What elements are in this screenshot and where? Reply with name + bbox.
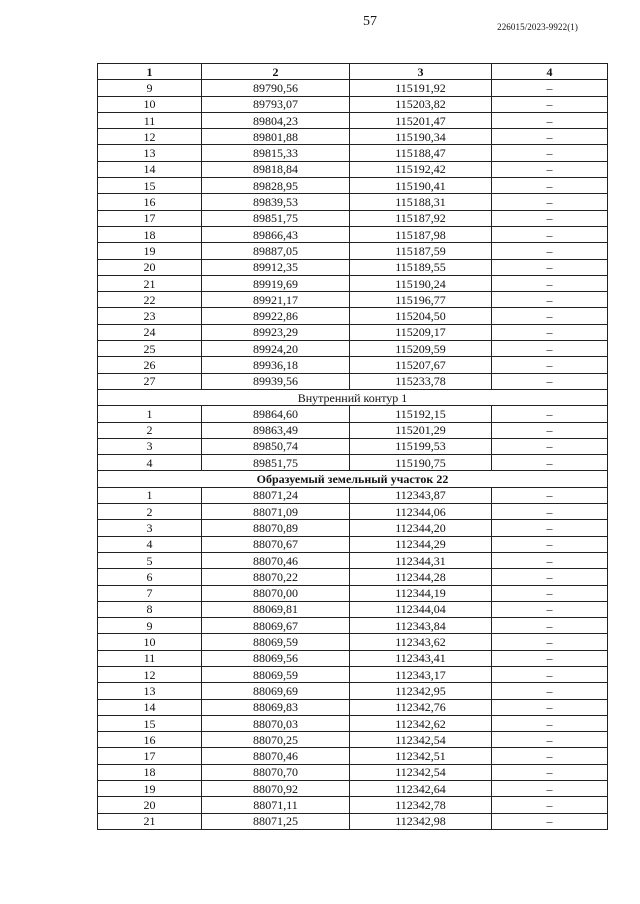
table-cell: 12 xyxy=(98,666,202,682)
table-cell: – xyxy=(492,813,608,829)
table-cell: 89790,56 xyxy=(202,80,350,96)
table-cell: 115190,34 xyxy=(350,129,492,145)
table-cell: 89801,88 xyxy=(202,129,350,145)
table-row xyxy=(98,715,608,731)
table-cell: 112344,28 xyxy=(350,569,492,585)
table-cell: – xyxy=(492,699,608,715)
table-cell: 89793,07 xyxy=(202,96,350,112)
table-cell: – xyxy=(492,569,608,585)
table-row xyxy=(98,178,608,194)
table-cell: 88070,89 xyxy=(202,520,350,536)
table-cell: 11 xyxy=(98,112,202,128)
table-cell: – xyxy=(492,243,608,259)
table-cell: 88070,67 xyxy=(202,536,350,552)
table-row xyxy=(98,569,608,585)
table-cell: 14 xyxy=(98,699,202,715)
table-cell: – xyxy=(492,422,608,438)
section-title: Внутренний контур 1 xyxy=(98,389,608,405)
table-row xyxy=(98,194,608,210)
table-cell: 15 xyxy=(98,178,202,194)
table-row xyxy=(98,161,608,177)
table-cell: 112343,62 xyxy=(350,634,492,650)
table-cell: 3 xyxy=(98,520,202,536)
table-cell: – xyxy=(492,194,608,210)
table-cell: – xyxy=(492,259,608,275)
table-cell: 4 xyxy=(98,536,202,552)
table-row xyxy=(98,226,608,242)
table-cell: 112343,17 xyxy=(350,666,492,682)
table-cell: 88069,56 xyxy=(202,650,350,666)
table-cell: 88070,03 xyxy=(202,715,350,731)
table-cell: 112344,06 xyxy=(350,504,492,520)
table-cell: 115209,59 xyxy=(350,341,492,357)
table-cell: 17 xyxy=(98,748,202,764)
table-cell: 88069,59 xyxy=(202,666,350,682)
table-cell: – xyxy=(492,666,608,682)
table-cell: 89887,05 xyxy=(202,243,350,259)
table-cell: 89839,53 xyxy=(202,194,350,210)
table-cell: 115201,47 xyxy=(350,112,492,128)
table-row xyxy=(98,536,608,552)
table-cell: – xyxy=(492,145,608,161)
table-row xyxy=(98,112,608,128)
table-cell: 112343,41 xyxy=(350,650,492,666)
table-cell: 88070,22 xyxy=(202,569,350,585)
table-row xyxy=(98,243,608,259)
table-cell: 88071,11 xyxy=(202,797,350,813)
table-cell: 21 xyxy=(98,813,202,829)
table-cell: – xyxy=(492,634,608,650)
table-cell: 88071,09 xyxy=(202,504,350,520)
table-row xyxy=(98,504,608,520)
table-cell: 9 xyxy=(98,618,202,634)
table-row xyxy=(98,80,608,96)
table-cell: 19 xyxy=(98,243,202,259)
table-cell: – xyxy=(492,308,608,324)
column-header: 1 xyxy=(98,64,202,80)
table-cell: 20 xyxy=(98,797,202,813)
table-cell: – xyxy=(492,112,608,128)
table-row xyxy=(98,308,608,324)
table-cell: – xyxy=(492,373,608,389)
table-cell: 89924,20 xyxy=(202,341,350,357)
table-cell: – xyxy=(492,748,608,764)
table-cell: 115199,53 xyxy=(350,438,492,454)
table-cell: 1 xyxy=(98,406,202,422)
table-cell: 20 xyxy=(98,259,202,275)
table-cell: 112344,19 xyxy=(350,585,492,601)
table-cell: 88070,46 xyxy=(202,748,350,764)
table-cell: 112344,31 xyxy=(350,552,492,568)
table-row xyxy=(98,487,608,503)
table-cell: 89912,35 xyxy=(202,259,350,275)
table-cell: – xyxy=(492,504,608,520)
table-cell: 115188,31 xyxy=(350,194,492,210)
table-row xyxy=(98,699,608,715)
table-cell: 89923,29 xyxy=(202,324,350,340)
table-cell: 5 xyxy=(98,552,202,568)
table-cell: 89851,75 xyxy=(202,210,350,226)
table-cell: 89866,43 xyxy=(202,226,350,242)
table-cell: 6 xyxy=(98,569,202,585)
table-cell: – xyxy=(492,781,608,797)
table-cell: 115190,24 xyxy=(350,275,492,291)
table-cell: – xyxy=(492,764,608,780)
table-cell: 88070,92 xyxy=(202,781,350,797)
table-cell: 88069,59 xyxy=(202,634,350,650)
table-cell: 12 xyxy=(98,129,202,145)
table-cell: 88070,00 xyxy=(202,585,350,601)
table-row xyxy=(98,683,608,699)
table-cell: 115204,50 xyxy=(350,308,492,324)
table-row xyxy=(98,406,608,422)
table-cell: 115189,55 xyxy=(350,259,492,275)
table-cell: – xyxy=(492,210,608,226)
table-cell: 112342,78 xyxy=(350,797,492,813)
table-row xyxy=(98,129,608,145)
table-cell: 88069,81 xyxy=(202,601,350,617)
table-row xyxy=(98,634,608,650)
table-cell: – xyxy=(492,226,608,242)
table-cell: 19 xyxy=(98,781,202,797)
table-cell: – xyxy=(492,487,608,503)
table-cell: 16 xyxy=(98,732,202,748)
table-cell: 112342,51 xyxy=(350,748,492,764)
table-cell: 115190,75 xyxy=(350,455,492,471)
table-cell: 89828,95 xyxy=(202,178,350,194)
table-cell: 89851,75 xyxy=(202,455,350,471)
column-header: 2 xyxy=(202,64,350,80)
table-row xyxy=(98,732,608,748)
section-title: Образуемый земельный участок 22 xyxy=(98,471,608,487)
table-row xyxy=(98,341,608,357)
table-row xyxy=(98,259,608,275)
table-cell: – xyxy=(492,797,608,813)
table-cell: 2 xyxy=(98,422,202,438)
table-cell: 88070,25 xyxy=(202,732,350,748)
table-cell: 115196,77 xyxy=(350,292,492,308)
table-cell: 115192,15 xyxy=(350,406,492,422)
table-cell: – xyxy=(492,341,608,357)
table-cell: – xyxy=(492,275,608,291)
table-cell: – xyxy=(492,618,608,634)
table-cell: – xyxy=(492,80,608,96)
table-cell: 89804,23 xyxy=(202,112,350,128)
table-row xyxy=(98,748,608,764)
table-cell: 112342,64 xyxy=(350,781,492,797)
table-cell: – xyxy=(492,178,608,194)
table-cell: 89850,74 xyxy=(202,438,350,454)
table-row xyxy=(98,145,608,161)
table-cell: 112344,04 xyxy=(350,601,492,617)
table-cell: 88069,67 xyxy=(202,618,350,634)
table-cell: – xyxy=(492,585,608,601)
table-row xyxy=(98,520,608,536)
table-cell: 115233,78 xyxy=(350,373,492,389)
table-cell: 15 xyxy=(98,715,202,731)
coordinates-table xyxy=(97,63,608,830)
table-row xyxy=(98,666,608,682)
table-cell: 13 xyxy=(98,145,202,161)
table-cell: 10 xyxy=(98,96,202,112)
page-number: 57 xyxy=(363,14,377,29)
table-row xyxy=(98,324,608,340)
table-body xyxy=(98,80,608,830)
table-row xyxy=(98,422,608,438)
table-cell: 88071,25 xyxy=(202,813,350,829)
table-cell: 16 xyxy=(98,194,202,210)
table-cell: 115187,92 xyxy=(350,210,492,226)
table-cell: 7 xyxy=(98,585,202,601)
table-cell: 88069,83 xyxy=(202,699,350,715)
table-cell: 8 xyxy=(98,601,202,617)
table-cell: – xyxy=(492,161,608,177)
column-header: 4 xyxy=(492,64,608,80)
table-cell: – xyxy=(492,292,608,308)
table-cell: 89921,17 xyxy=(202,292,350,308)
table-cell: 17 xyxy=(98,210,202,226)
table-cell: 24 xyxy=(98,324,202,340)
table-cell: 115201,29 xyxy=(350,422,492,438)
table-cell: 9 xyxy=(98,80,202,96)
table-row xyxy=(98,357,608,373)
table-cell: 88070,70 xyxy=(202,764,350,780)
table-cell: 112342,62 xyxy=(350,715,492,731)
table-cell: 27 xyxy=(98,373,202,389)
table-row xyxy=(98,797,608,813)
table-cell: 115209,17 xyxy=(350,324,492,340)
column-header: 3 xyxy=(350,64,492,80)
table-cell: 4 xyxy=(98,455,202,471)
table-cell: 112342,98 xyxy=(350,813,492,829)
table-cell: 18 xyxy=(98,764,202,780)
table-row xyxy=(98,618,608,634)
table-cell: 89922,86 xyxy=(202,308,350,324)
table-cell: 89919,69 xyxy=(202,275,350,291)
table-cell: 112343,84 xyxy=(350,618,492,634)
table-cell: 88071,24 xyxy=(202,487,350,503)
table-cell: 88070,46 xyxy=(202,552,350,568)
table-cell: 88069,69 xyxy=(202,683,350,699)
table-cell: – xyxy=(492,129,608,145)
table-cell: 115207,67 xyxy=(350,357,492,373)
table-cell: – xyxy=(492,683,608,699)
table-cell: – xyxy=(492,650,608,666)
table-cell: 89864,60 xyxy=(202,406,350,422)
table-row xyxy=(98,552,608,568)
table-row xyxy=(98,813,608,829)
table-row xyxy=(98,96,608,112)
section-row xyxy=(98,389,608,405)
table-cell: – xyxy=(492,520,608,536)
table-cell: 115187,98 xyxy=(350,226,492,242)
table-cell: – xyxy=(492,715,608,731)
table-cell: 115190,41 xyxy=(350,178,492,194)
table-cell: 22 xyxy=(98,292,202,308)
table-cell: 89936,18 xyxy=(202,357,350,373)
table-header-row xyxy=(98,64,608,80)
table-cell: 26 xyxy=(98,357,202,373)
table-cell: 2 xyxy=(98,504,202,520)
table-row xyxy=(98,275,608,291)
table-cell: – xyxy=(492,406,608,422)
table-cell: 112342,54 xyxy=(350,764,492,780)
table-cell: 14 xyxy=(98,161,202,177)
table-cell: 1 xyxy=(98,487,202,503)
table-cell: – xyxy=(492,324,608,340)
table-cell: 10 xyxy=(98,634,202,650)
table-cell: 25 xyxy=(98,341,202,357)
table-row xyxy=(98,438,608,454)
table-cell: – xyxy=(492,601,608,617)
table-cell: – xyxy=(492,357,608,373)
table-cell: – xyxy=(492,455,608,471)
table-cell: 112343,87 xyxy=(350,487,492,503)
table-cell: – xyxy=(492,552,608,568)
table-cell: 112342,95 xyxy=(350,683,492,699)
table-row xyxy=(98,781,608,797)
table-row xyxy=(98,764,608,780)
table-cell: 112344,20 xyxy=(350,520,492,536)
table-row xyxy=(98,373,608,389)
table-row xyxy=(98,455,608,471)
table-cell: 23 xyxy=(98,308,202,324)
table-row xyxy=(98,650,608,666)
table-row xyxy=(98,601,608,617)
table-cell: 21 xyxy=(98,275,202,291)
table-cell: 89939,56 xyxy=(202,373,350,389)
table-cell: 115192,42 xyxy=(350,161,492,177)
table-cell: – xyxy=(492,732,608,748)
table-cell: 115203,82 xyxy=(350,96,492,112)
table-cell: 112344,29 xyxy=(350,536,492,552)
table-row xyxy=(98,210,608,226)
table-cell: – xyxy=(492,536,608,552)
table-cell: 115191,92 xyxy=(350,80,492,96)
table-cell: 89815,33 xyxy=(202,145,350,161)
table-cell: – xyxy=(492,438,608,454)
table-cell: 11 xyxy=(98,650,202,666)
table-cell: – xyxy=(492,96,608,112)
table-row xyxy=(98,292,608,308)
document-number: 226015/2023-9922(1) xyxy=(497,22,578,32)
table-row xyxy=(98,585,608,601)
table-cell: 13 xyxy=(98,683,202,699)
table-cell: 115188,47 xyxy=(350,145,492,161)
table-cell: 115187,59 xyxy=(350,243,492,259)
table-cell: 18 xyxy=(98,226,202,242)
table-cell: 3 xyxy=(98,438,202,454)
table-cell: 89863,49 xyxy=(202,422,350,438)
table-cell: 89818,84 xyxy=(202,161,350,177)
table-cell: 112342,54 xyxy=(350,732,492,748)
section-row xyxy=(98,471,608,487)
table-cell: 112342,76 xyxy=(350,699,492,715)
